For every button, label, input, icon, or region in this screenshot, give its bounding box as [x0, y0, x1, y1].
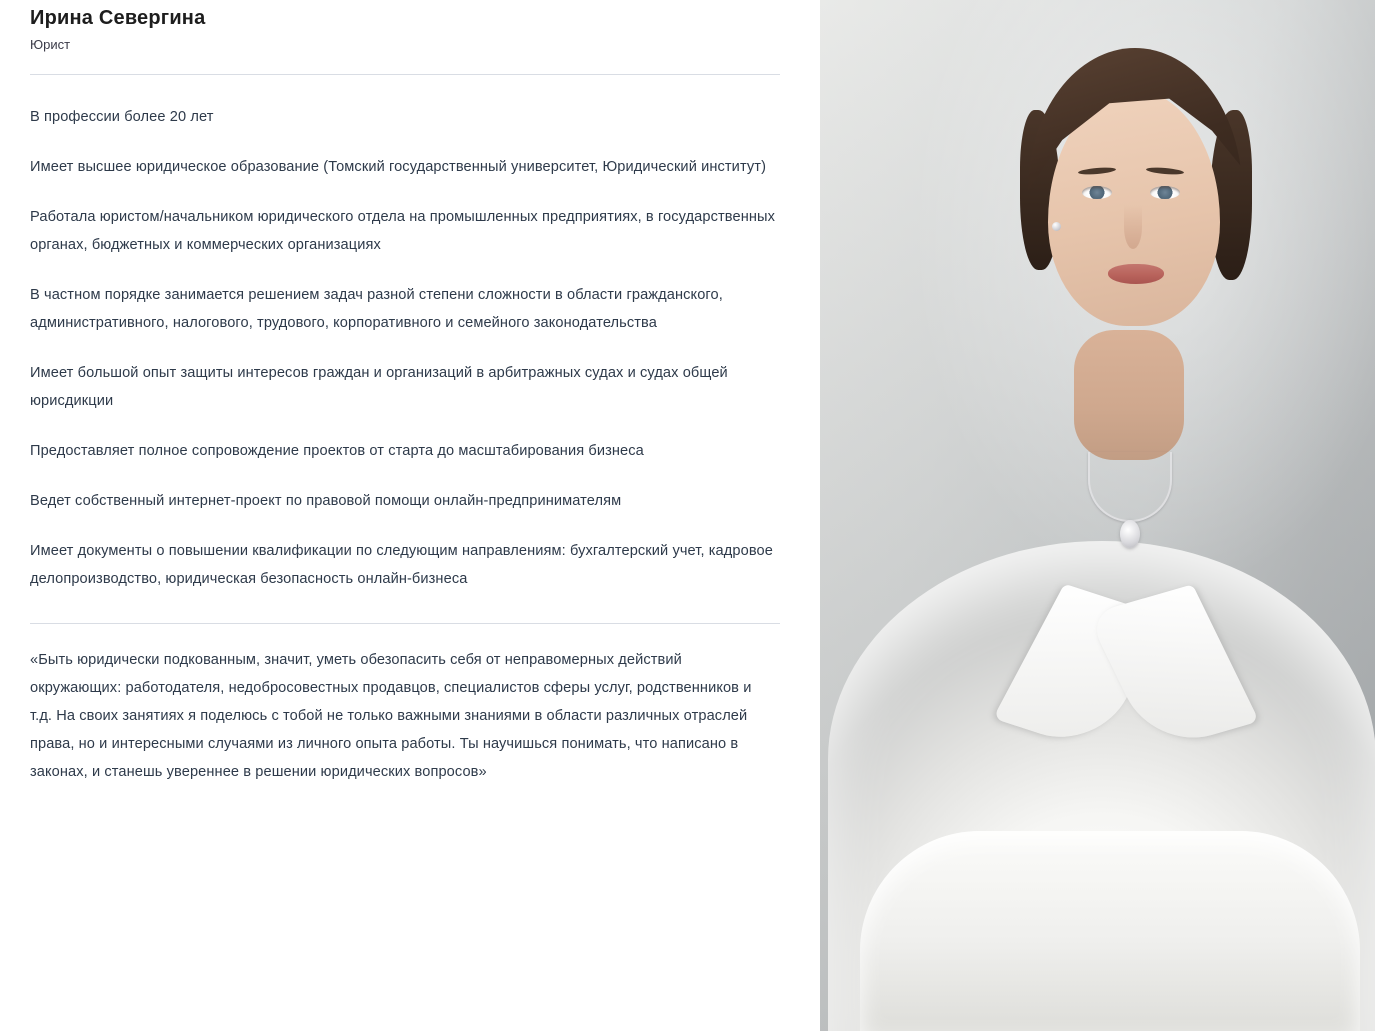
photo-lips	[1108, 264, 1164, 284]
photo-nose	[1124, 205, 1142, 249]
photo-eye-right	[1150, 186, 1180, 199]
photo-earring	[1052, 222, 1061, 231]
list-item: Имеет документы о повышении квалификации по следующим направлениям: бухгалтерский учет, кадровое делопроизводство, юридическая безопасность онлайн-бизнеса	[30, 543, 773, 587]
list-item: В частном порядке занимается решением задач разной степени сложности в области гражданского, административного, налогового, трудового, корпоративного и семейного законодательства	[30, 287, 723, 331]
profile-role: Юрист	[30, 37, 71, 52]
list-item: В профессии более 20 лет	[30, 109, 214, 125]
photo-pendant	[1120, 520, 1140, 548]
list-item: Работала юристом/начальником юридического отдела на промышленных предприятиях, в государственных органах, бюджетных и коммерческих организациях	[30, 209, 776, 253]
list-item: Предоставляет полное сопровождение проектов от старта до масштабирования бизнеса	[30, 443, 644, 459]
divider-top	[30, 74, 780, 75]
list-item: Имеет большой опыт защиты интересов граждан и организаций в арбитражных судах и судах общей юрисдикции	[30, 365, 728, 409]
photo-arms	[860, 831, 1360, 1031]
bio-list	[30, 103, 780, 593]
photo-eye-left	[1082, 186, 1112, 199]
page-title: Ирина Севергина	[30, 7, 206, 29]
divider-bottom	[30, 623, 780, 624]
list-item: Имеет высшее юридическое образование (Томский государственный университет, Юридический институт)	[30, 159, 767, 175]
photo-neck	[1074, 330, 1184, 460]
profile-quote: «Быть юридически подкованным, значит, уметь обезопасить себя от неправомерных действий окружающих: работодателя, недобросовестных продавцов, специалистов сферы услуг, родственников и т.д. На своих занятиях я поделюсь с тобой не только важными знаниями в области различных отраслей права, но и интересными случаями из личного опыта работы. Ты научишься понимать, что написано в законах, и станешь увереннее в решении юридических вопросов»	[30, 652, 752, 780]
list-item: Ведет собственный интернет-проект по правовой помощи онлайн-предпринимателям	[30, 493, 622, 509]
profile-photo	[820, 0, 1375, 1031]
